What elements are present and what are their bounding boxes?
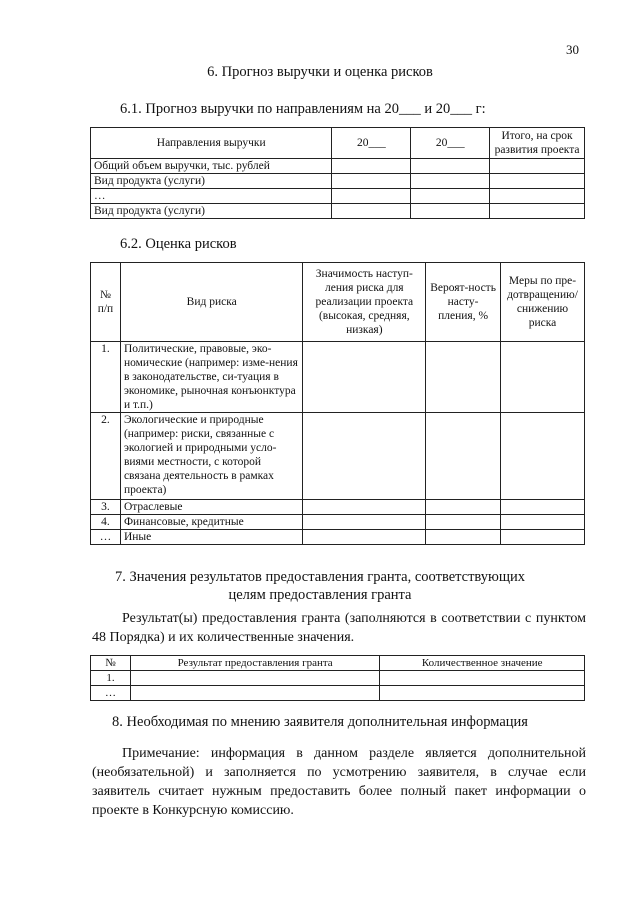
table-row — [91, 500, 585, 515]
input-cell[interactable] — [303, 530, 426, 545]
input-cell[interactable] — [490, 189, 585, 204]
section-6-1-title: 6.1. Прогноз выручки по направлениям на 20___ и 20___ г: — [120, 101, 486, 117]
input-cell[interactable] — [303, 500, 426, 515]
header-cell: Вид риска — [120, 263, 303, 342]
table-row — [91, 413, 585, 500]
risk-type: Экологические и природные (например: риски, связанные с экологией и природными усло-виями местности, с которой связана деятельность в рамках проекта) — [120, 413, 303, 500]
row-label: Вид продукта (услуги) — [91, 204, 332, 219]
revenue-forecast-table — [90, 127, 585, 219]
header-cell: Значимость наступ-ления риска для реализации проекта (высокая, средняя, низкая) — [303, 263, 426, 342]
row-number: 1. — [91, 671, 131, 686]
page-number: 30 — [566, 42, 579, 57]
table-row — [91, 174, 585, 189]
risk-type: Финансовые, кредитные — [120, 515, 303, 530]
row-label: Вид продукта (услуги) — [91, 174, 332, 189]
table-row — [91, 204, 585, 219]
table-row — [91, 686, 585, 701]
input-cell[interactable] — [411, 159, 490, 174]
input-cell[interactable] — [501, 413, 585, 500]
header-cell: № — [91, 656, 131, 671]
input-cell[interactable] — [130, 671, 379, 686]
input-cell[interactable] — [332, 204, 411, 219]
row-number: 2. — [91, 413, 121, 500]
input-cell[interactable] — [490, 159, 585, 174]
header-cell: Результат предоставления гранта — [130, 656, 379, 671]
input-cell[interactable] — [501, 342, 585, 413]
section-7-title-line2: целям предоставления гранта — [228, 587, 412, 603]
section-7-paragraph: Результат(ы) предоставления гранта (заполняются в соответствии с пунктом 48 Порядка) и их количественные значения. — [92, 611, 586, 645]
header-cell: Количественное значение — [380, 656, 585, 671]
risk-type: Иные — [120, 530, 303, 545]
input-cell[interactable] — [426, 515, 501, 530]
row-label: Общий объем выручки, тыс. рублей — [91, 159, 332, 174]
row-number: … — [91, 530, 121, 545]
row-label: … — [91, 189, 332, 204]
input-cell[interactable] — [501, 530, 585, 545]
input-cell[interactable] — [380, 671, 585, 686]
input-cell[interactable] — [303, 413, 426, 500]
input-cell[interactable] — [332, 159, 411, 174]
row-number: 3. — [91, 500, 121, 515]
table-header-row — [91, 263, 585, 342]
section-7-title — [0, 568, 640, 604]
risk-type: Политические, правовые, эко-номические (например: изме-нения в законодательстве, си-туация в экономике, рыночная конъюнктура и т.п.) — [120, 342, 303, 413]
row-number: 1. — [91, 342, 121, 413]
table-row — [91, 515, 585, 530]
input-cell[interactable] — [303, 515, 426, 530]
input-cell[interactable] — [332, 189, 411, 204]
input-cell[interactable] — [332, 174, 411, 189]
input-cell[interactable] — [426, 530, 501, 545]
input-cell[interactable] — [501, 515, 585, 530]
input-cell[interactable] — [501, 500, 585, 515]
input-cell[interactable] — [426, 500, 501, 515]
row-number: 4. — [91, 515, 121, 530]
input-cell[interactable] — [426, 342, 501, 413]
input-cell[interactable] — [490, 174, 585, 189]
header-cell: Итого, на срок развития проекта — [490, 128, 585, 159]
header-cell: Вероят-ность насту-пления, % — [426, 263, 501, 342]
header-cell: Направления выручки — [91, 128, 332, 159]
section-6-2-title: 6.2. Оценка рисков — [120, 236, 237, 252]
table-row — [91, 342, 585, 413]
input-cell[interactable] — [411, 189, 490, 204]
section-8-paragraph: Примечание: информация в данном разделе является дополнительной (необязательной) и заполняется по усмотрению заявителя, в случае если заявитель считает нужным предоставить более полный пакет информации о проекте в Конкурсную комиссию. — [92, 746, 586, 818]
input-cell[interactable] — [130, 686, 379, 701]
input-cell[interactable] — [411, 174, 490, 189]
input-cell[interactable] — [380, 686, 585, 701]
risk-assessment-table — [90, 262, 585, 545]
header-cell: 20___ — [411, 128, 490, 159]
table-header-row — [91, 128, 585, 159]
grant-results-table — [90, 655, 585, 701]
section-7-title-line1: 7. Значения результатов предоставления гранта, соответствующих — [114, 569, 526, 585]
table-row — [91, 189, 585, 204]
table-header-row — [91, 656, 585, 671]
table-row — [91, 530, 585, 545]
risk-type: Отраслевые — [120, 500, 303, 515]
table-row — [91, 671, 585, 686]
input-cell[interactable] — [490, 204, 585, 219]
input-cell[interactable] — [411, 204, 490, 219]
table-row — [91, 159, 585, 174]
header-cell: Меры по пре-дотвращению/ снижению риска — [501, 263, 585, 342]
input-cell[interactable] — [303, 342, 426, 413]
section-6-title: 6. Прогноз выручки и оценка рисков — [207, 64, 433, 80]
input-cell[interactable] — [426, 413, 501, 500]
header-cell: 20___ — [332, 128, 411, 159]
header-cell: № п/п — [91, 263, 121, 342]
section-8-title: 8. Необходимая по мнению заявителя дополнительная информация — [112, 714, 528, 730]
row-number: … — [91, 686, 131, 701]
